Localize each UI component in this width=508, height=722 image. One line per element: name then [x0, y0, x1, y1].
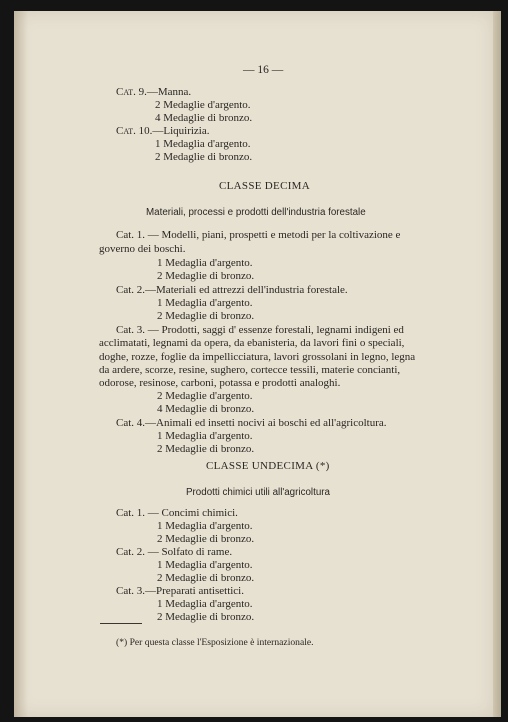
cat-sep: — [152, 125, 164, 137]
page-number: — 16 — [243, 64, 284, 76]
text-line: Cat. 3.—Preparati antisettici. [116, 585, 244, 597]
medal-line: 2 Medaglie di bronzo. [157, 443, 255, 455]
text-line: Cat. 2.—Materiali ed attrezzi dell'industria forestale. [116, 284, 348, 296]
text-line: doghe, rozze, foglie da impellicciatura, lavori grossolani in legno, legna [99, 351, 416, 363]
cat-10-line [116, 126, 210, 137]
cat-sep: — [146, 86, 158, 98]
text-line: Cat. 3. — Prodotti, saggi d' essenze forestali, legnami indigeni ed [116, 324, 404, 336]
medal-line: 2 Medaglie d'argento. [155, 99, 251, 111]
footnote-rule [100, 623, 142, 624]
medal-line: 1 Medaglia d'argento. [155, 138, 251, 150]
medal-line: 2 Medaglie di bronzo. [157, 270, 255, 282]
text-line: Cat. 1. — Modelli, piani, prospetti e metodi per la coltivazione e [116, 229, 401, 241]
medal-line: 1 Medaglia d'argento. [157, 598, 253, 610]
medal-line: 4 Medaglie di bronzo. [155, 112, 253, 124]
classe-decima-subheading: Materiali, processi e prodotti dell'industria forestale [146, 207, 366, 218]
page-gutter-shadow [14, 11, 28, 717]
classe-undecima-heading: CLASSE UNDECIMA (*) [206, 460, 330, 472]
footnote: (*) Per questa classe l'Esposizione è internazionale. [116, 637, 314, 648]
medal-line: 2 Medaglie di bronzo. [157, 533, 255, 545]
text-line: Cat. 1. — Concimi chimici. [116, 507, 238, 519]
medal-line: 1 Medaglia d'argento. [157, 297, 253, 309]
cat-label: Cat. 10. [116, 125, 153, 137]
text-line: odorose, resinose, carboni, potassa e prodotti analoghi. [99, 377, 341, 389]
medal-line: 1 Medaglia d'argento. [157, 257, 253, 269]
medal-line: 4 Medaglie di bronzo. [157, 403, 255, 415]
medal-line: 1 Medaglia d'argento. [157, 520, 253, 532]
cat-title: Liquirizia. [163, 125, 210, 137]
page-edge [493, 11, 501, 717]
text-line: Cat. 4.—Animali ed insetti nocivi ai boschi ed all'agricoltura. [116, 417, 387, 429]
text-line: governo dei boschi. [99, 243, 186, 255]
medal-line: 2 Medaglie di bronzo. [155, 151, 253, 163]
text-line: acclimatati, legnami da opera, da ebanisteria, da lavori fini o speciali, [99, 337, 405, 349]
medal-line: 2 Medaglie d'argento. [157, 390, 253, 402]
medal-line: 2 Medaglie di bronzo. [157, 572, 255, 584]
classe-decima-heading: CLASSE DECIMA [219, 180, 310, 192]
medal-line: 2 Medaglie di bronzo. [157, 310, 255, 322]
classe-undecima-subheading: Prodotti chimici utili all'agricoltura [186, 487, 330, 498]
medal-line: 1 Medaglia d'argento. [157, 559, 253, 571]
cat-9-line [116, 87, 191, 98]
medal-line: 2 Medaglie di bronzo. [157, 611, 255, 623]
cat-title: Manna. [157, 86, 192, 98]
text-line: Cat. 2. — Solfato di rame. [116, 546, 233, 558]
medal-line: 1 Medaglia d'argento. [157, 430, 253, 442]
text-line: da ardere, scorze, resine, sughero, cortecce tessili, materie concianti, [99, 364, 401, 376]
cat-label: Cat. 9. [116, 86, 147, 98]
